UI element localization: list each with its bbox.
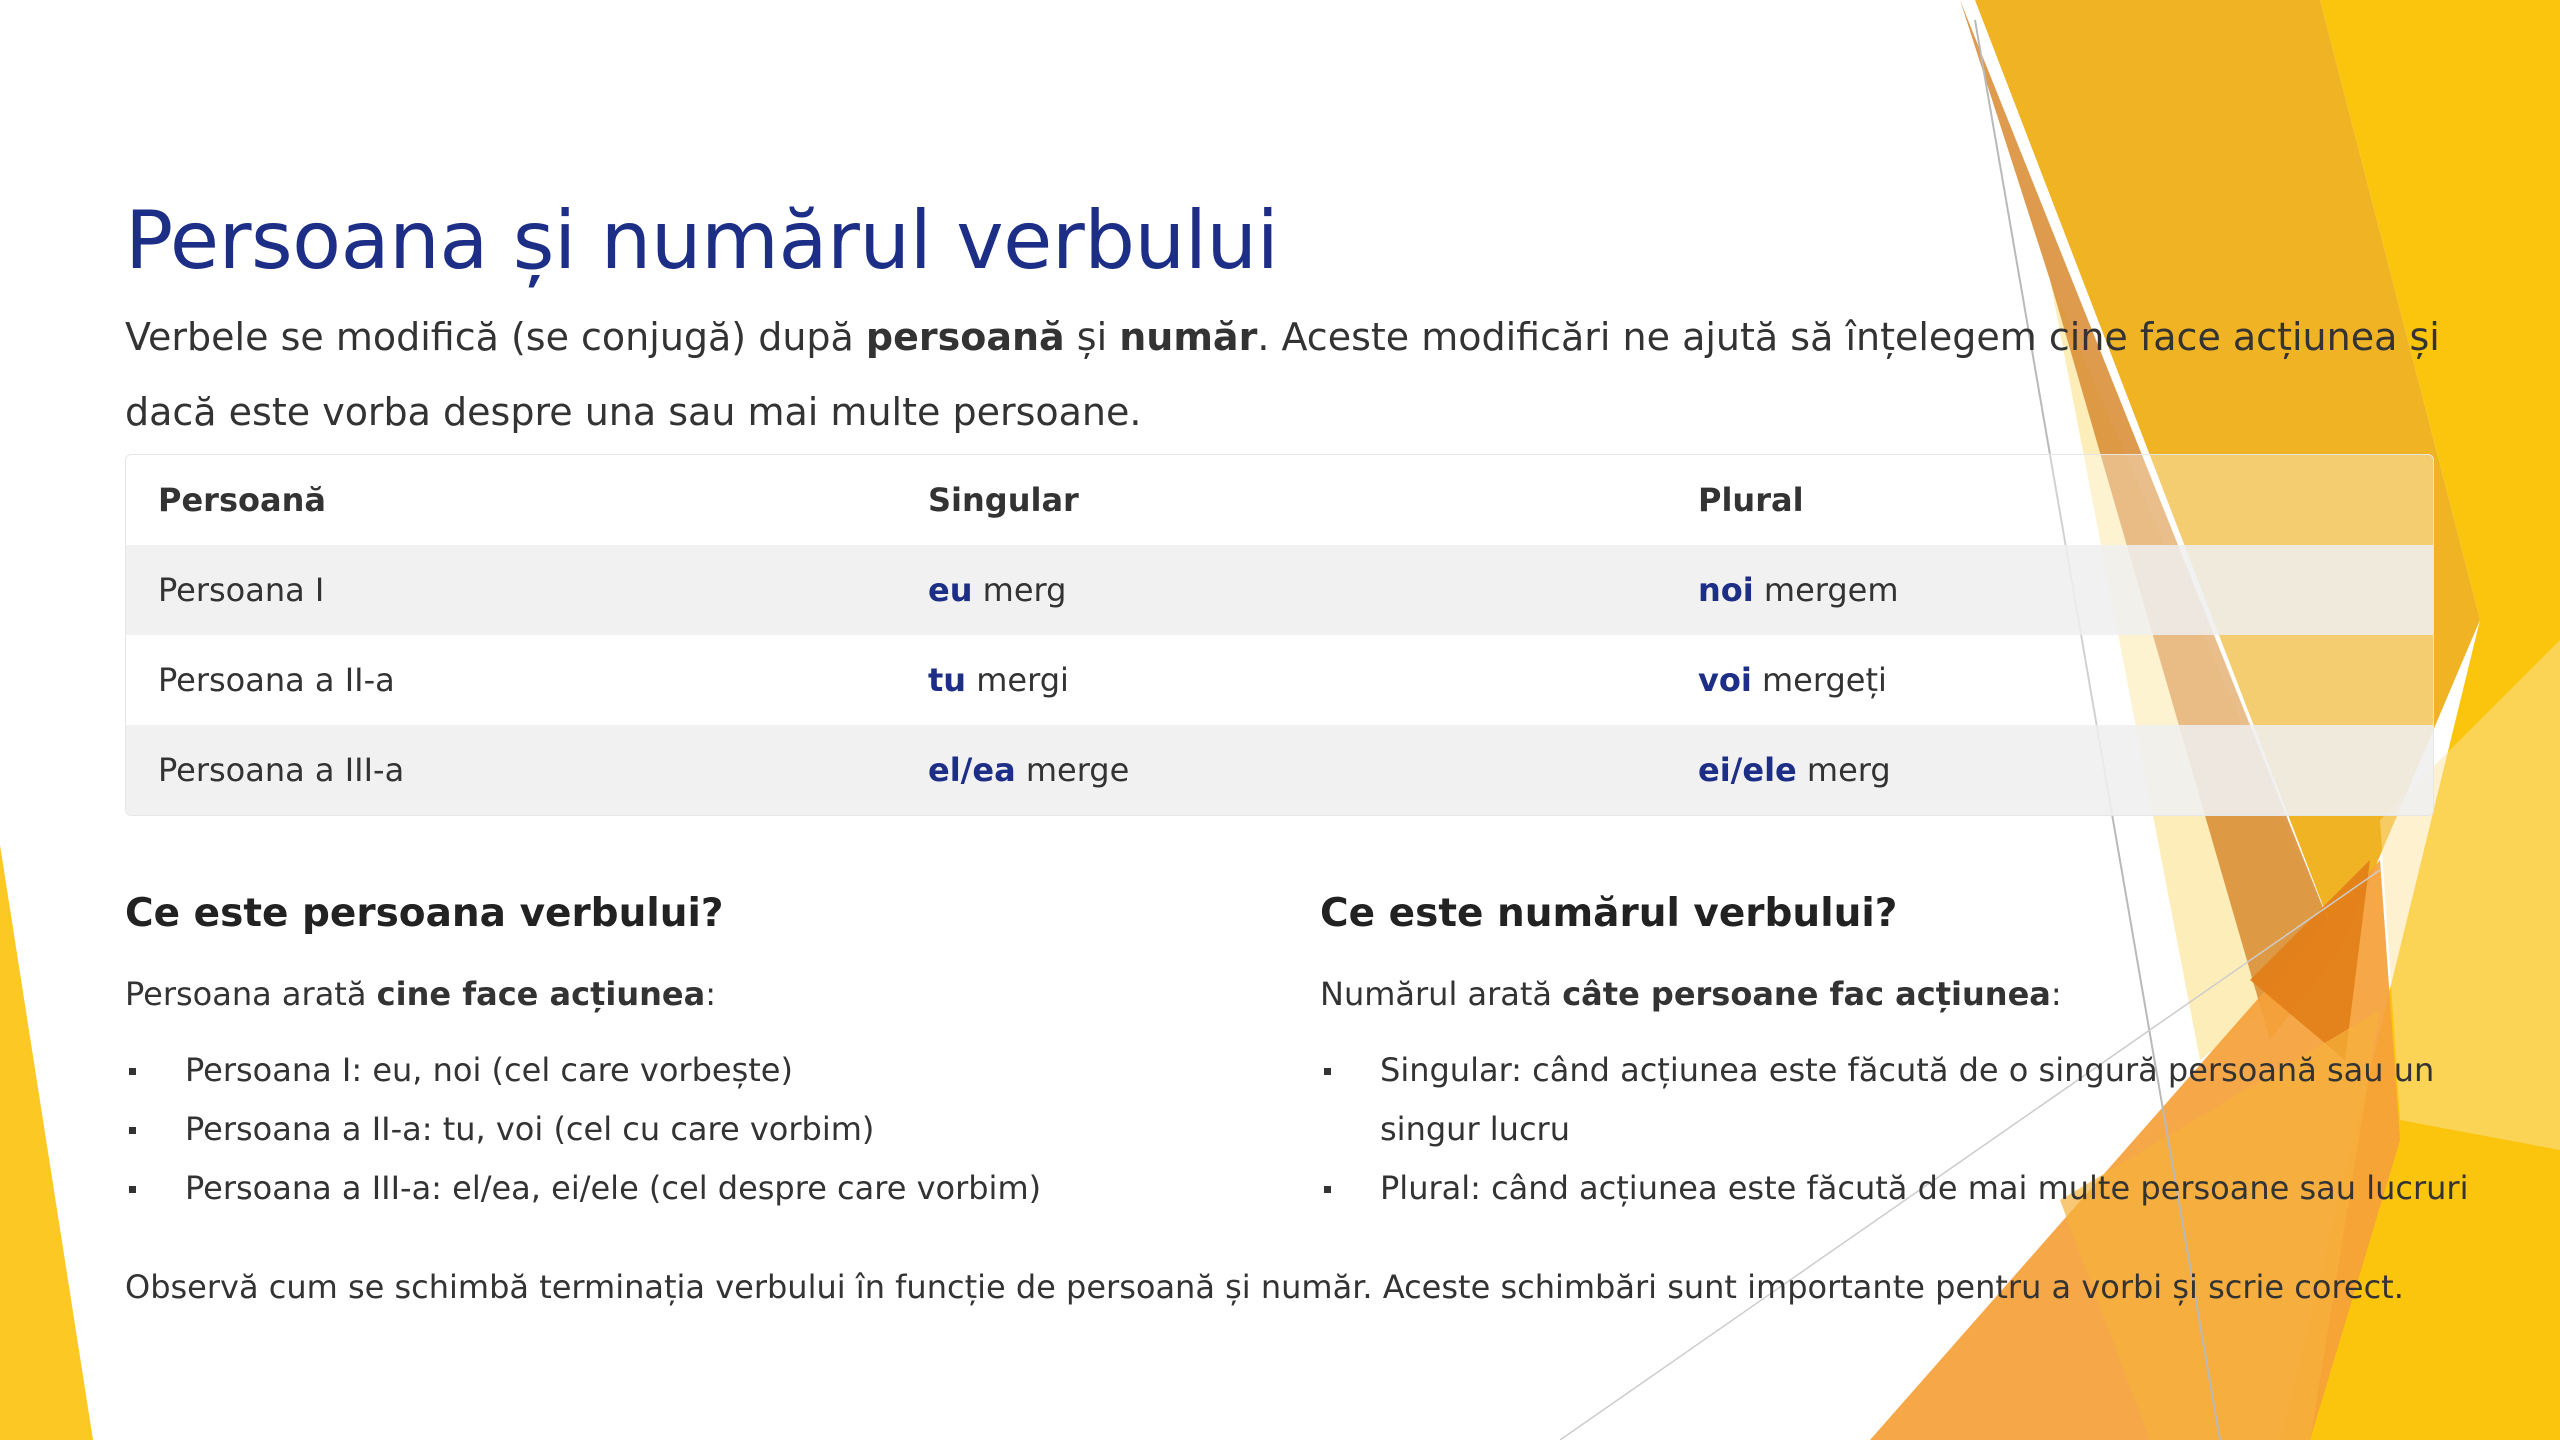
bullet-square-icon [129, 1127, 136, 1134]
footer-note: Observă cum se schimbă terminația verbului în funcție de persoană și număr. Aceste schimbări sunt importante pentru a vorbi și scrie corect. [125, 1268, 2404, 1306]
section-heading-persoana: Ce este persoana verbului? [125, 891, 724, 936]
cell-plural [1666, 751, 2433, 789]
cell-plural [1666, 661, 2433, 699]
lead-bold: câte persoane fac acțiunea [1562, 975, 2051, 1013]
intro-paragraph [125, 300, 2445, 450]
header-plural: Plural [1698, 481, 1804, 519]
verb-form: merg [972, 571, 1067, 609]
cell-singular [896, 751, 1666, 789]
bullet-list-numar [1320, 1041, 2490, 1218]
bullet-list-persoana [125, 1041, 1295, 1218]
section-numar [1320, 884, 2490, 1218]
cell-singular [896, 571, 1666, 609]
intro-bold-numar: număr [1119, 315, 1258, 359]
pronoun: el/ea [928, 751, 1016, 789]
lead-end: : [2050, 975, 2062, 1013]
table-row [126, 635, 2433, 725]
list-item [125, 1100, 1295, 1159]
list-item [1320, 1159, 2490, 1218]
pronoun: noi [1698, 571, 1754, 609]
list-item [125, 1159, 1295, 1218]
lead-end: : [705, 975, 716, 1013]
verb-form: mergi [966, 661, 1069, 699]
cell-person: Persoana I [158, 571, 325, 609]
table-row [126, 725, 2433, 815]
pronoun: tu [928, 661, 967, 699]
section-heading-numar: Ce este numărul verbului? [1320, 891, 1898, 936]
list-item-text: Plural: când acțiunea este făcută de mai multe persoane sau lucruri [1380, 1169, 2469, 1207]
intro-text-2: și [1064, 315, 1120, 359]
section-lead-numar [1320, 969, 2490, 1019]
header-persoana: Persoană [158, 481, 326, 519]
lead-bold: cine face acțiunea [376, 975, 706, 1013]
list-item [1320, 1041, 2490, 1159]
list-item-text: Persoana I: eu, noi (cel care vorbește) [185, 1051, 793, 1089]
table-row [126, 545, 2433, 635]
table-header-row [126, 455, 2433, 545]
pronoun: voi [1698, 661, 1752, 699]
verb-form: mergeți [1751, 661, 1887, 699]
lead-text: Persoana arată [125, 975, 377, 1013]
verb-form: merg [1796, 751, 1891, 789]
list-item-text: Persoana a II-a: tu, voi (cel cu care vorbim) [185, 1110, 875, 1148]
pronoun: eu [928, 571, 973, 609]
header-singular: Singular [928, 481, 1079, 519]
verb-form: merge [1015, 751, 1130, 789]
section-persoana [125, 884, 1295, 1218]
cell-person: Persoana a III-a [158, 751, 405, 789]
bullet-square-icon [1324, 1068, 1331, 1075]
bullet-square-icon [129, 1068, 136, 1075]
cell-singular [896, 661, 1666, 699]
pronoun: ei/ele [1698, 751, 1797, 789]
intro-bold-persoana: persoană [865, 315, 1065, 359]
page-title: Persoana și numărul verbului [125, 193, 1279, 287]
list-item-text: Persoana a III-a: el/ea, ei/ele (cel despre care vorbim) [185, 1169, 1042, 1207]
cell-plural [1666, 571, 2433, 609]
verb-form: mergem [1753, 571, 1899, 609]
bullet-square-icon [129, 1186, 136, 1193]
cell-person: Persoana a II-a [158, 661, 395, 699]
bullet-square-icon [1324, 1186, 1331, 1193]
lead-text: Numărul arată [1320, 975, 1563, 1013]
intro-text-1: Verbele se modifică (se conjugă) după [125, 315, 866, 359]
list-item [125, 1041, 1295, 1100]
section-lead-persoana [125, 969, 1295, 1019]
conjugation-table [125, 454, 2434, 816]
intro-text-3: . Aceste modificări ne ajută să înțelegem cine face acțiunea și dacă este vorba despre una sau mai multe persoane. [125, 315, 2440, 434]
list-item-text: Singular: când acțiunea este făcută de o singură persoană sau un singur lucru [1380, 1051, 2435, 1148]
